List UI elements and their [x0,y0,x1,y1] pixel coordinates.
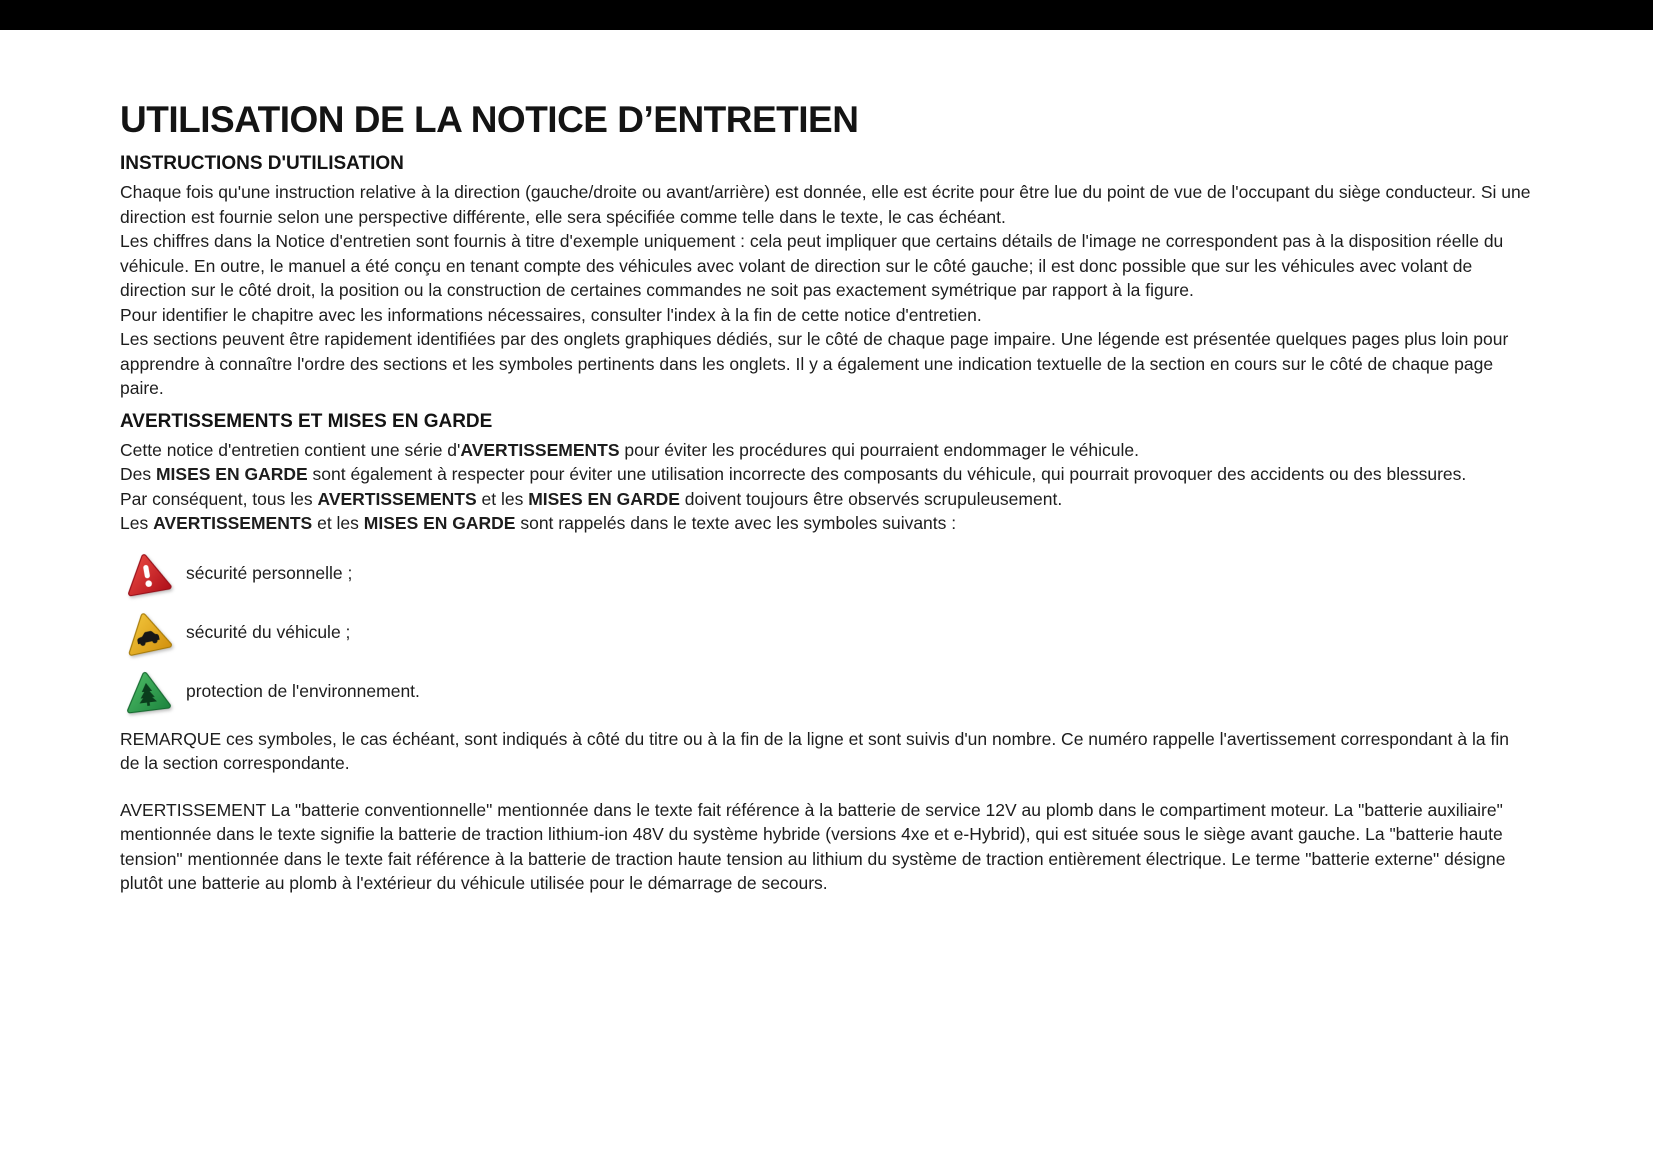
personal-safety-warning-icon [120,550,174,598]
instructions-paragraph-2: Les chiffres dans la Notice d'entretien sont fournis à titre d'exemple uniquement : cela peut impliquer que certains détails de l'image ne correspondent pas à la disposition réelle du véhicule. En outre, le manuel a été conçu en tenant compte des véhicules avec volant de direction sur le côté gauche; il est donc possible que sur les véhicules avec volant de direction sur le côté droit, la position ou la construction de certaines commandes ne soit pas exactement symétrique par rapport à la figure. [120,231,1504,300]
instructions-paragraph-3: Pour identifier le chapitre avec les informations nécessaires, consulter l'index à la fin de cette notice d'entretien. [120,304,982,325]
symbol-label-vehicle-safety: sécurité du véhicule ; [186,622,351,643]
environment-protection-icon [120,668,174,716]
section-heading-instructions: INSTRUCTIONS D'UTILISATION [120,153,404,174]
battery-warning-paragraph: AVERTISSEMENT La "batterie conventionnelle" mentionnée dans le texte fait référence à la batterie de service 12V au plomb dans le compartiment moteur. La "batterie auxiliaire" mentionnée dans le texte signifie la batterie de traction lithium-ion 48V du système hybride (versions 4xe et e-Hybrid), qui est située sous le siège avant gauche. La "batterie haute tension" mentionnée dans le texte fait référence à la batterie de traction haute tension au lithium du système de traction entièrement électrique. Le terme "batterie externe" désigne plutôt une batterie au plomb à l'extérieur du véhicule utilisée pour le démarrage de secours. [120,799,1506,893]
warnings-paragraph-3: Par conséquent, tous les AVERTISSEMENTS et les MISES EN GARDE doivent toujours être observés scrupuleusement. [120,488,1063,509]
warnings-paragraph-1: Cette notice d'entretien contient une série d'AVERTISSEMENTS pour éviter les procédures qui pourraient endommager le véhicule. [120,439,1139,460]
warnings-paragraph-2: Des MISES EN GARDE sont également à respecter pour éviter une utilisation incorrecte des composants du véhicule, qui pourrait provoquer des accidents ou des blessures. [120,464,1467,484]
symbol-label-environment: protection de l'environnement. [186,681,420,702]
top-black-bar [0,0,1653,30]
instructions-paragraph-1: Chaque fois qu'une instruction relative à la direction (gauche/droite ou avant/arrière) est donnée, elle est écrite pour être lue du point de vue de l'occupant du siège conducteur. Si une direction est fournie selon une perspective différente, elle sera spécifiée comme telle dans le texte, le cas échéant. [120,182,1531,227]
symbol-item-vehicle-safety [120,609,1533,657]
symbol-item-environment [120,668,1533,716]
page-title: UTILISATION DE LA NOTICE D’ENTRETIEN [120,99,859,140]
vehicle-safety-warning-icon [120,609,174,657]
manual-page [0,30,1653,896]
warnings-paragraph-4: Les AVERTISSEMENTS et les MISES EN GARDE sont rappelés dans le texte avec les symboles suivants : [120,513,957,533]
warning-symbols-list [120,550,1533,716]
remark-paragraph: REMARQUE ces symboles, le cas échéant, sont indiqués à côté du titre ou à la fin de la ligne et sont suivis d'un nombre. Ce numéro rappelle l'avertissement correspondant à la fin de la section correspondante. [120,728,1509,773]
symbol-item-personal-safety [120,550,1533,598]
section-heading-warnings: AVERTISSEMENTS ET MISES EN GARDE [120,410,493,432]
instructions-paragraph-4: Les sections peuvent être rapidement identifiées par des onglets graphiques dédiés, sur le côté de chaque page impaire. Une légende est présentée quelques pages plus loin pour apprendre à connaître l'ordre des sections et les symboles pertinents dans les onglets. Il y a également une indication textuelle de la section en cours sur le côté de chaque page paire. [120,329,1509,398]
symbol-label-personal-safety: sécurité personnelle ; [186,563,353,584]
